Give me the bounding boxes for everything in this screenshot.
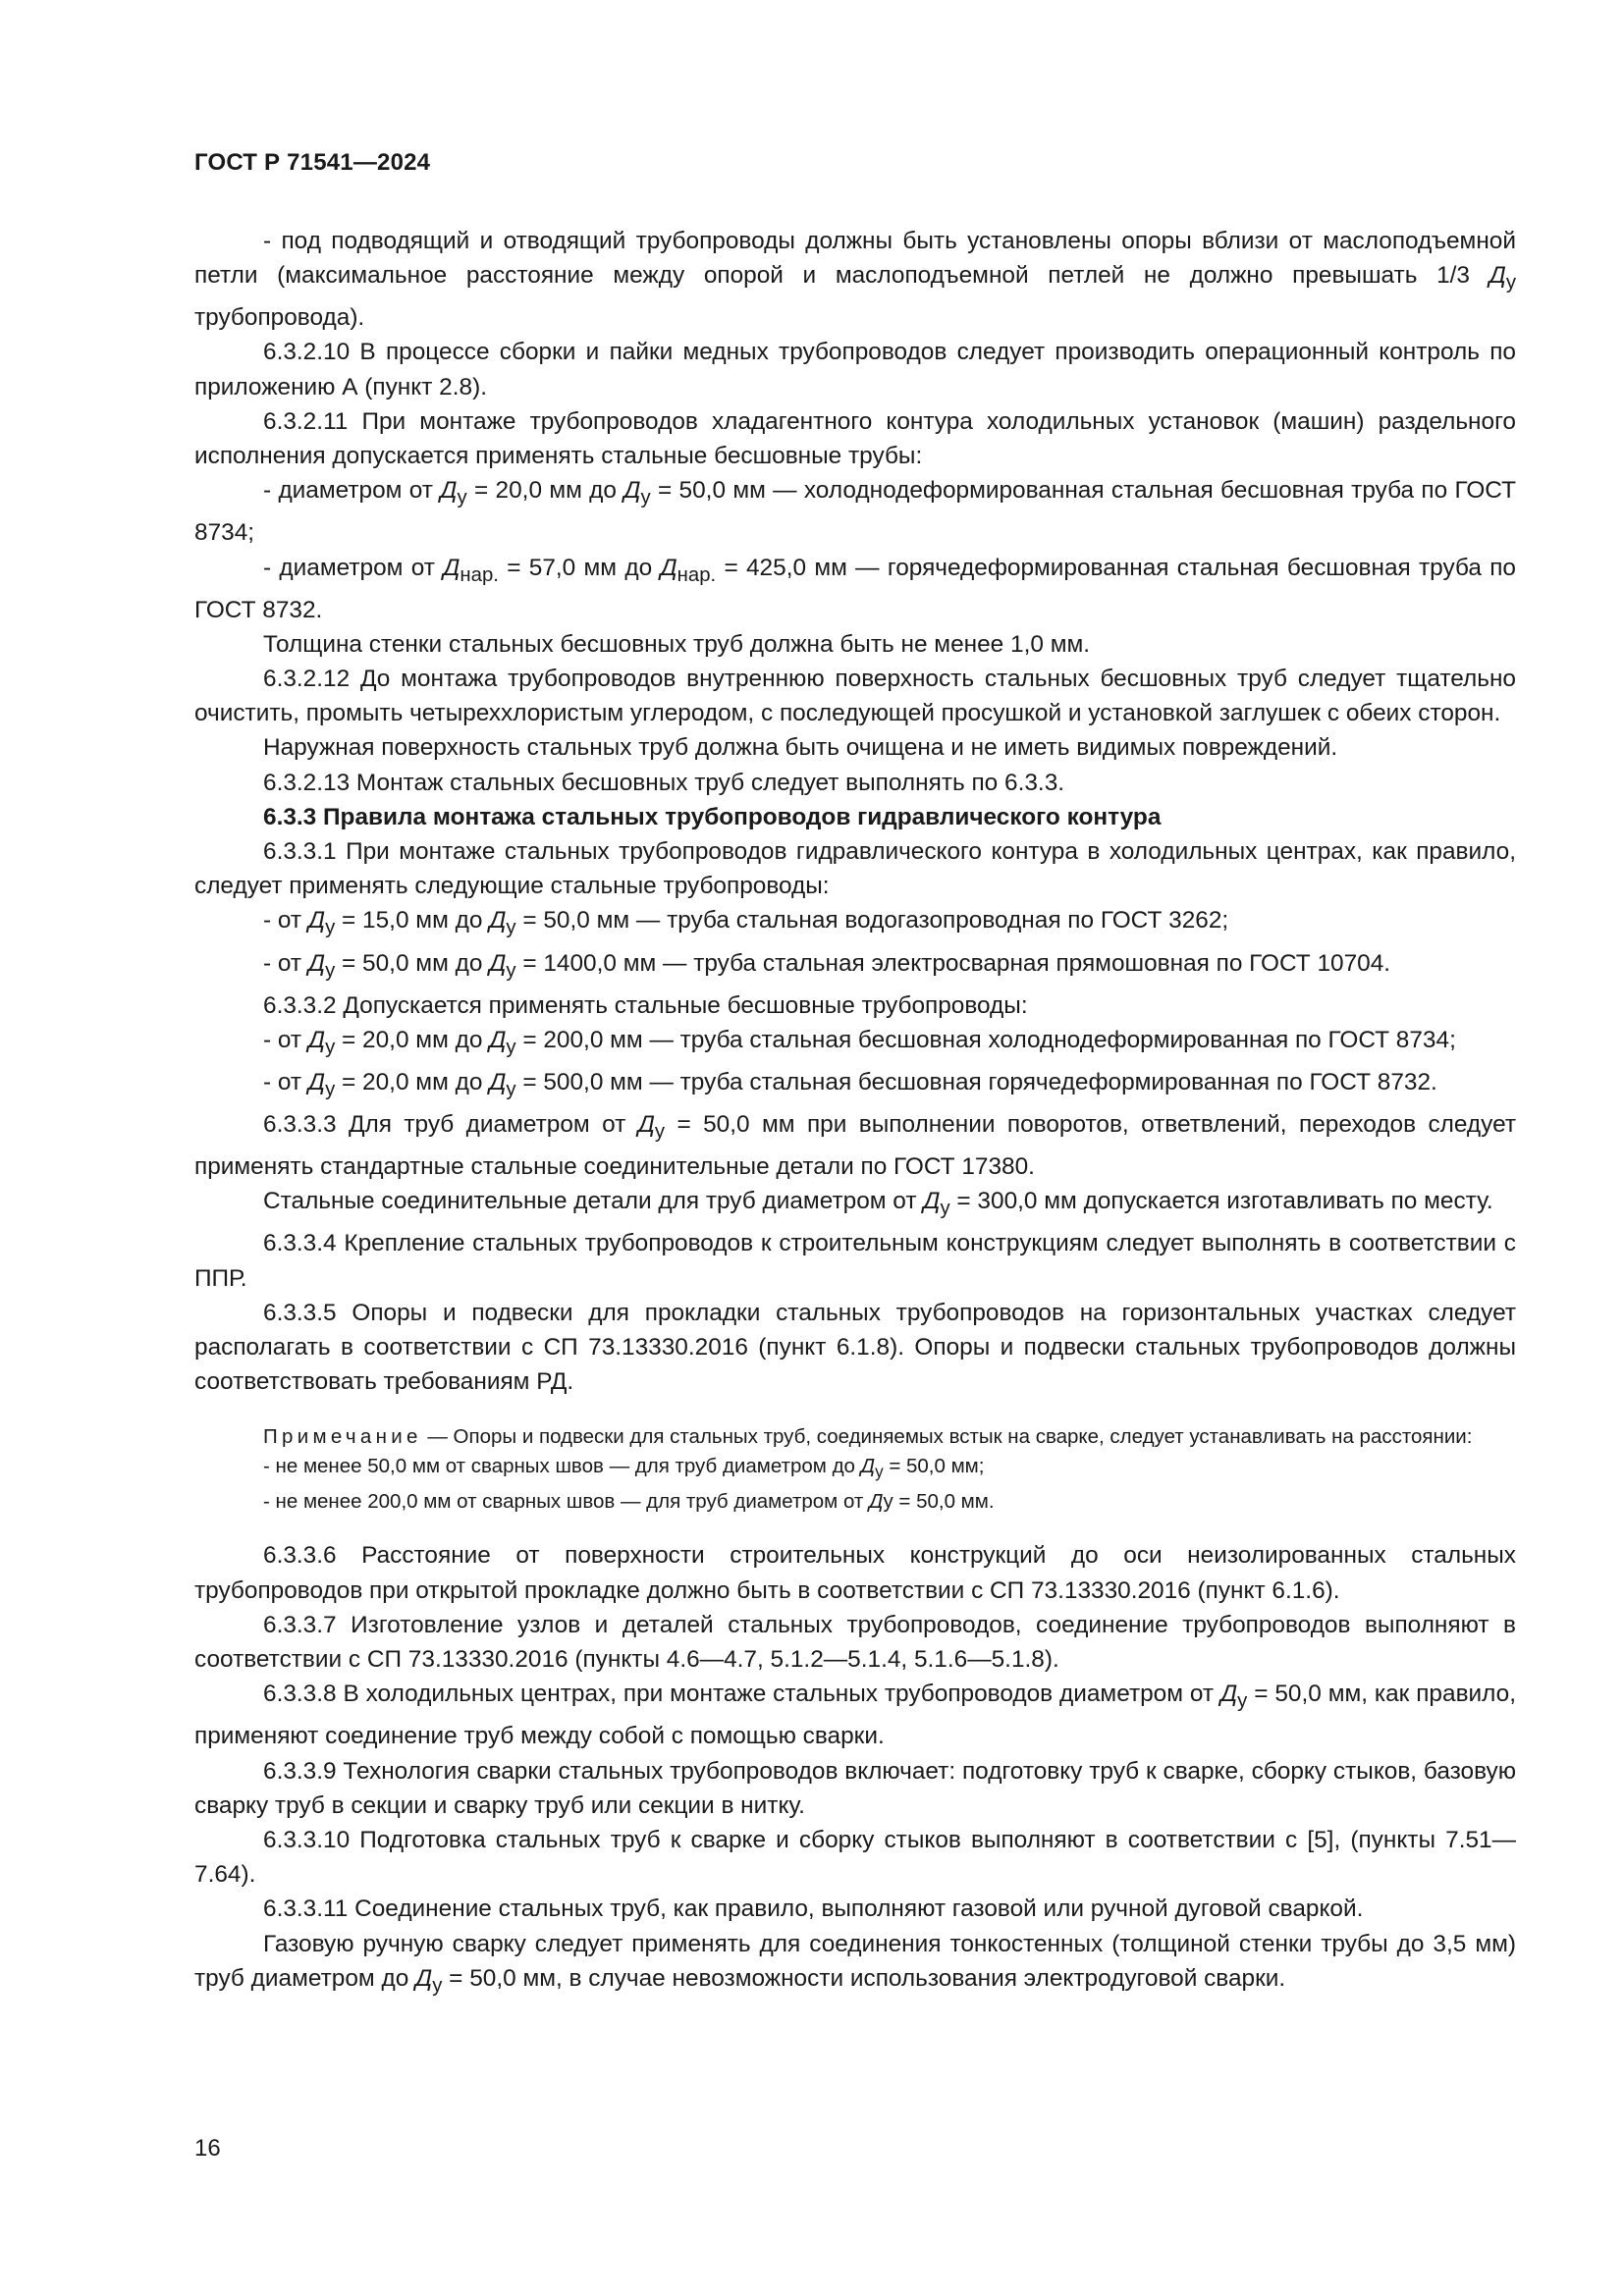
paragraph: 6.3.3 Правила монтажа стальных трубопроводов гидравлического контура: [263, 803, 1162, 830]
paragraph: - от $Д_у = 20,0$ мм до $Д_у = 200,0$ мм — труба стальная бесшовная холоднодеформированная по ГОСТ 8734;: [263, 1026, 1456, 1058]
paragraph: 6.3.3.5 Опоры и подвески для прокладки стальных трубопроводов на горизонтальных участках следует располагать в соответствии с СП 73.13330.2016 (пункт 6.1.8). Опоры и подвески стальных трубопроводов должны соответствовать требованиям РД.: [194, 1299, 1516, 1396]
note-item: - не менее 50,0 мм от сварных швов — для труб диаметром до $Д_у = 50,0$ мм;: [263, 1455, 985, 1482]
paragraph: 6.3.3.10 Подготовка стальных труб к сварке и сборку стыков выполняют в соответствии с [5], (пункты 7.51—7.64).: [194, 1826, 1516, 1889]
paragraph-group-2: [194, 1538, 1516, 2002]
paragraph: Стальные соединительные детали для труб диаметром от $Д_у = 300,0$ мм допускается изготавливать по месту.: [263, 1188, 1493, 1220]
paragraph: - от $Д_у = 20,0$ мм до $Д_у = 500,0$ мм — труба стальная бесшовная горячедеформированная по ГОСТ 8732.: [263, 1068, 1437, 1100]
paragraph: 6.3.2.12 До монтажа трубопроводов внутреннюю поверхность стальных бесшовных труб следует тщательно очистить, промыть четыреххлористым углеродом, с последующей просушкой и установкой заглушек с обеих сторон.: [194, 666, 1516, 727]
paragraph: 6.3.2.10 В процессе сборки и пайки медных трубопроводов следует производить операционный контроль по приложению А (пункт 2.8).: [194, 339, 1516, 400]
paragraph: 6.3.3.2 Допускается применять стальные бесшовные трубопроводы:: [263, 991, 1028, 1019]
paragraph: - диаметром от $Д_{нар.} = 57,0$ мм до $Д_{нар.} = 425,0$ мм — горячедеформированная стальная бесшовная труба по ГОСТ 8732.: [194, 554, 1516, 623]
note-items: [194, 1452, 1516, 1517]
paragraph: - диаметром от $Д_у = 20,0$ мм до $Д_у = 50,0$ мм — холоднодеформированная стальная бесшовная труба по ГОСТ 8734;: [194, 477, 1516, 547]
paragraph: 6.3.3.1 При монтаже стальных трубопроводов гидравлического контура в холодильных центрах, как правило, следует применять следующие стальные трубопроводы:: [194, 838, 1516, 900]
paragraph: 6.3.2.13 Монтаж стальных бесшовных труб следует выполнять по 6.3.3.: [263, 769, 1065, 796]
paragraph: 6.3.3.6 Расстояние от поверхности строительных конструкций до оси неизолированных стальных трубопроводов при открытой прокладке должно быть в соответствии с СП 73.13330.2016 (пункт 6.1.6).: [194, 1542, 1516, 1604]
paragraph: 6.3.3.8 В холодильных центрах, при монтаже стальных трубопроводов диаметром от $Д_у = 50,0$ мм, как правило, применяют соединение труб между собой с помощью сварки.: [194, 1681, 1516, 1750]
paragraph: Газовую ручную сварку следует применять для соединения тонкостенных (толщиной стенки трубы до 3,5 мм) труб диаметром до $Д_у = 50,0$ мм, в случае невозможности использования электродуговой сварки.: [194, 1930, 1516, 1997]
page-number: 16: [194, 2135, 221, 2162]
note-item: - не менее 200,0 мм от сварных швов — для труб диаметром от Ду = 50,0 мм.: [263, 1490, 995, 1514]
paragraph: 6.3.2.11 При монтаже трубопроводов хладагентного контура холодильных установок (машин) раздельного исполнения допускается применять стальные бесшовные трубы:: [194, 407, 1516, 470]
paragraph: 6.3.3.4 Крепление стальных трубопроводов к строительным конструкциям следует выполнять в соответствии с ППР.: [194, 1230, 1516, 1292]
paragraph: - под подводящий и отводящий трубопроводы должны быть установлены опоры вблизи от маслоподъемной петли (максимальное расстояние между опорой и маслоподъемной петлей не должно превышать 1/3 $Д_у$ трубопровода).: [194, 228, 1516, 332]
paragraph: Наружная поверхность стальных труб должна быть очищена и не иметь видимых повреждений.: [263, 734, 1338, 762]
note-block: [194, 1422, 1516, 1517]
paragraph: 6.3.3.9 Технология сварки стальных трубопроводов включает: подготовку труб к сварке, сборку стыков, базовую сварку труб в секции и сварку труб или секции в нитку.: [194, 1757, 1516, 1819]
paragraph: 6.3.3.3 Для труб диаметром от $Д_у = 50,0$ мм при выполнении поворотов, ответвлений, переходов следует применять стандартные стальные соединительные детали по ГОСТ 17380.: [194, 1111, 1516, 1181]
note-paragraph: [194, 1422, 1516, 1452]
note-label: Примечание: [263, 1425, 422, 1449]
document-body: [194, 224, 1516, 2003]
paragraph: - от $Д_у = 15,0$ мм до $Д_у = 50,0$ мм — труба стальная водогазопроводная по ГОСТ 3262;: [263, 907, 1229, 939]
paragraph: - от $Д_у = 50,0$ мм до $Д_у = 1400,0$ мм — труба стальная электросварная прямошовная по ГОСТ 10704.: [263, 949, 1391, 982]
paragraph: 6.3.3.7 Изготовление узлов и деталей стальных трубопроводов, соединение трубопроводов выполняют в соответствии с СП 73.13330.2016 (пункты 4.6—4.7, 5.1.2—5.1.4, 5.1.6—5.1.8).: [194, 1611, 1516, 1674]
document-header: ГОСТ Р 71541—2024: [194, 149, 431, 176]
paragraph: Толщина стенки стальных бесшовных труб должна быть не менее 1,0 мм.: [263, 630, 1091, 658]
paragraph: 6.3.3.11 Соединение стальных труб, как правило, выполняют газовой или ручной дуговой сваркой.: [263, 1896, 1364, 1923]
note-text: — Опоры и подвески для стальных труб, соединяемых встык на сварке, следует устанавливать на расстоянии:: [427, 1425, 1473, 1449]
paragraph-group-1: [194, 224, 1516, 1399]
